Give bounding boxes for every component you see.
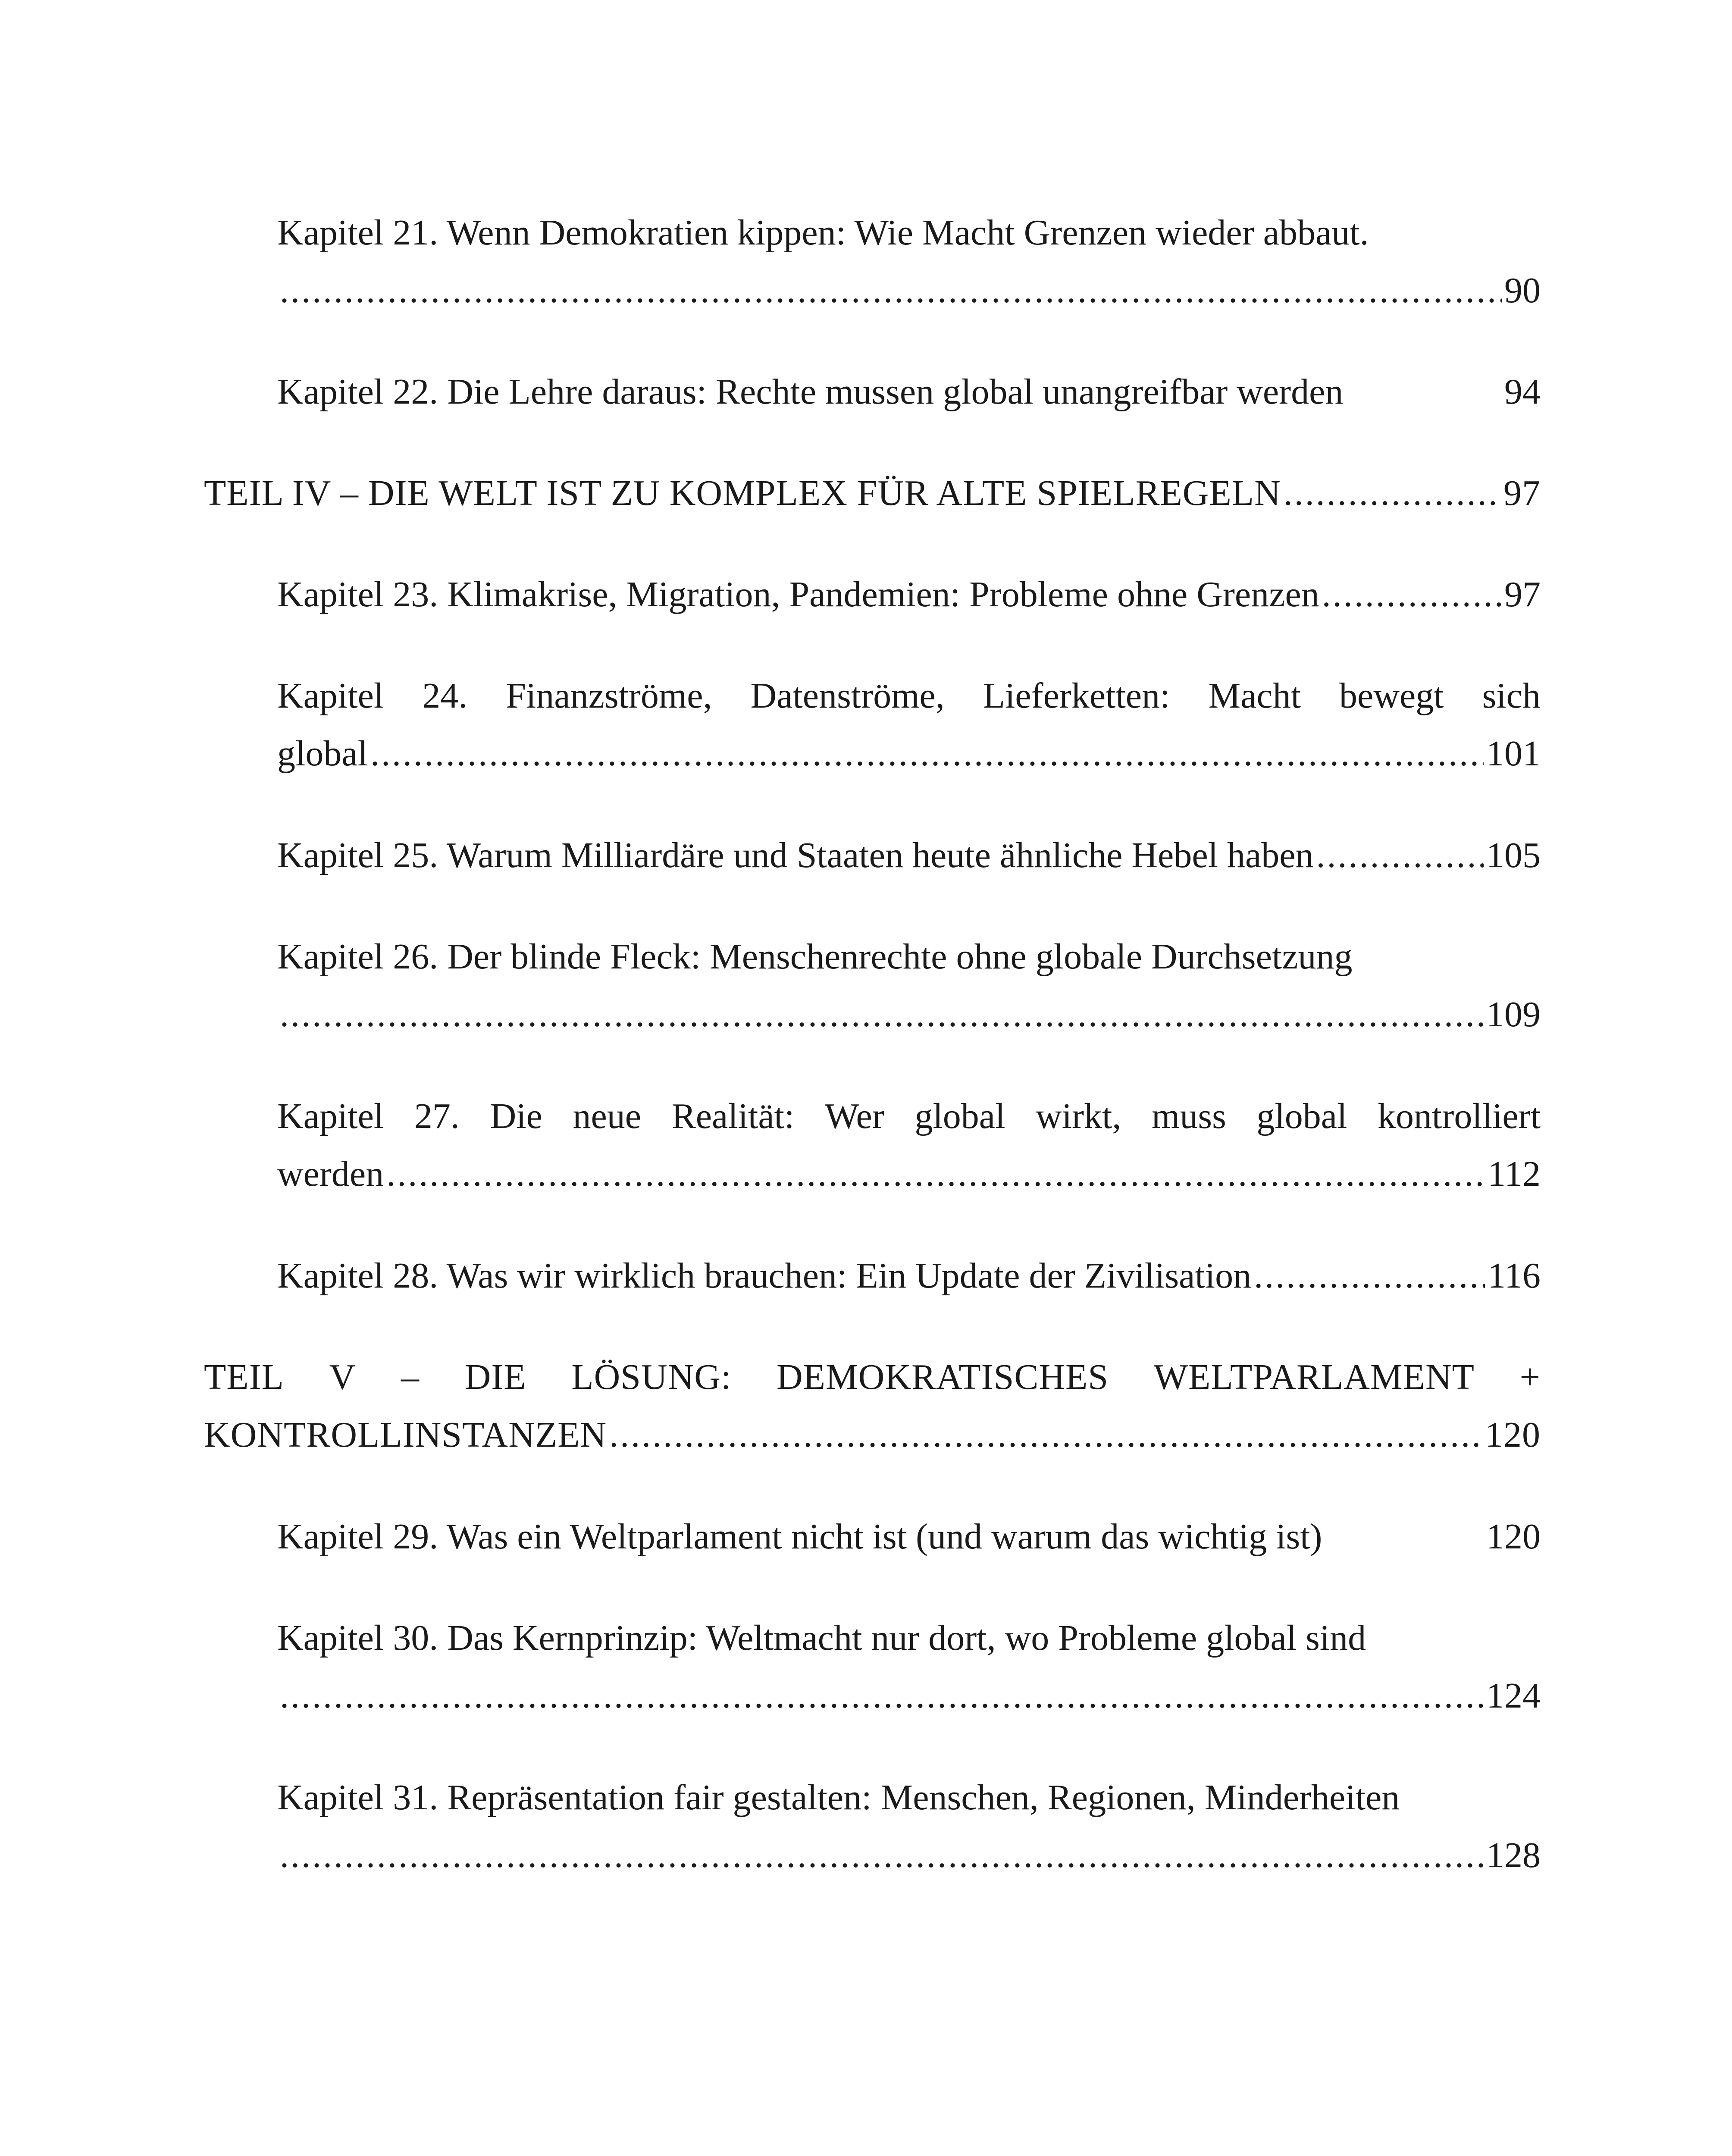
toc-entry-kapitel-29	[277, 1508, 1541, 1566]
dot-leader	[1322, 566, 1502, 624]
toc-entry-page-number: 128	[1486, 1835, 1541, 1875]
toc-word: Kapitel	[277, 676, 384, 716]
toc-word: –	[401, 1357, 420, 1397]
toc-entry-title-continued: global	[277, 733, 368, 774]
toc-entry-title-line	[277, 667, 1541, 725]
toc-entry-leader-line	[277, 986, 1541, 1044]
dot-leader	[280, 986, 1484, 1044]
toc-entry-teil-iv	[204, 464, 1541, 522]
toc-entry-line	[204, 464, 1541, 522]
toc-word: WELTPARLAMENT	[1153, 1357, 1475, 1397]
toc-word: sich	[1482, 676, 1541, 716]
toc-entry-title-continued: werden	[277, 1154, 384, 1194]
toc-word: wirkt,	[1036, 1096, 1121, 1136]
toc-entry-title-line	[277, 928, 1541, 986]
dot-leader	[1284, 464, 1501, 522]
toc-word: bewegt	[1339, 676, 1444, 716]
dot-leader	[370, 725, 1484, 783]
toc-entry-kapitel-26	[277, 928, 1541, 1044]
toc-part-title-continued: KONTROLLINSTANZEN	[204, 1415, 607, 1455]
toc-entry-page-number: 94	[1504, 372, 1541, 412]
toc-word: DIE	[464, 1357, 526, 1397]
toc-entry-kapitel-27	[277, 1087, 1541, 1203]
toc-entry-kapitel-30	[277, 1609, 1541, 1725]
toc-entry-title: Kapitel 23. Klimakrise, Migration, Pandemien: Probleme ohne Grenzen	[277, 574, 1319, 614]
toc-entry-page-number: 109	[1486, 994, 1541, 1034]
toc-entry-title-line	[277, 204, 1541, 262]
toc-entry-leader-line	[277, 262, 1541, 320]
dot-leader	[1254, 1247, 1485, 1305]
toc-word: global	[915, 1096, 1005, 1136]
dot-leader	[1316, 827, 1484, 884]
toc-word: Datenströme,	[750, 676, 945, 716]
toc-entry-kapitel-22	[277, 363, 1541, 421]
toc-entry-title: Kapitel 21. Wenn Demokratien kippen: Wie Macht Grenzen wieder abbaut.	[277, 213, 1369, 253]
toc-entry-kapitel-24	[277, 667, 1541, 783]
toc-entry-page-number: 101	[1486, 733, 1541, 774]
toc-entry-leader-line	[277, 1145, 1541, 1203]
toc-entry-title-line	[277, 1769, 1541, 1827]
toc-word: Lieferketten:	[983, 676, 1170, 716]
toc-entry-title-line	[277, 1609, 1541, 1667]
toc-entry-page-number: 124	[1486, 1676, 1541, 1716]
toc-entry-title: Kapitel 30. Das Kernprinzip: Weltmacht nur dort, wo Probleme global sind	[277, 1618, 1366, 1658]
toc-word: 24.	[422, 676, 468, 716]
toc-part-title: TEIL IV – DIE WELT IST ZU KOMPLEX FÜR ALTE SPIELREGELN	[204, 473, 1281, 513]
toc-entry-line	[277, 1508, 1541, 1566]
toc-word: 27.	[414, 1096, 460, 1136]
toc-entry-line	[277, 363, 1541, 421]
toc-entry-line	[277, 1247, 1541, 1305]
toc-entry-page-number: 105	[1486, 835, 1541, 875]
toc-entry-title: Kapitel 31. Repräsentation fair gestalten: Menschen, Regionen, Minderheiten	[277, 1777, 1400, 1818]
toc-entry-title: Kapitel 26. Der blinde Fleck: Menschenrechte ohne globale Durchsetzung	[277, 937, 1353, 977]
toc-word: global	[1256, 1096, 1347, 1136]
dot-leader	[386, 1145, 1485, 1203]
toc-word: Realität:	[671, 1096, 795, 1136]
toc-entry-line	[277, 566, 1541, 624]
toc-word: Macht	[1208, 676, 1301, 716]
toc-word: muss	[1152, 1096, 1226, 1136]
toc-entry-page-number: 97	[1504, 574, 1541, 614]
toc-entry-leader-line	[277, 725, 1541, 783]
toc-entry-page-number: 116	[1488, 1256, 1541, 1296]
toc-word: +	[1519, 1357, 1541, 1397]
toc-word: neue	[573, 1096, 642, 1136]
toc-entry-title: Kapitel 28. Was wir wirklich brauchen: Ein Update der Zivilisation	[277, 1256, 1252, 1296]
toc-entry-kapitel-31	[277, 1769, 1541, 1884]
toc-entry-kapitel-23	[277, 566, 1541, 624]
toc-entry-line	[277, 827, 1541, 884]
toc-word: LÖSUNG:	[571, 1357, 732, 1397]
toc-entry-title-line	[204, 1348, 1541, 1406]
toc-entry-kapitel-25	[277, 827, 1541, 884]
toc-word: kontrolliert	[1378, 1096, 1541, 1136]
dot-leader	[280, 1827, 1484, 1884]
dot-leader	[609, 1406, 1482, 1464]
toc-entry-page-number: 97	[1503, 473, 1541, 513]
toc-entry-kapitel-28	[277, 1247, 1541, 1305]
toc-entry-page-number: 112	[1488, 1154, 1541, 1194]
toc-entry-kapitel-21	[277, 204, 1541, 320]
toc-entry-leader-line	[277, 1827, 1541, 1884]
toc-word: DEMOKRATISCHES	[776, 1357, 1109, 1397]
toc-entry-title: Kapitel 29. Was ein Weltparlament nicht ist (und warum das wichtig ist)	[277, 1517, 1322, 1557]
toc-word: V	[329, 1357, 356, 1397]
toc-word: Wer	[824, 1096, 884, 1136]
toc-entry-title: Kapitel 22. Die Lehre daraus: Rechte mussen global unangreifbar werden	[277, 372, 1344, 412]
toc-word: TEIL	[204, 1357, 284, 1397]
toc-entry-leader-line	[277, 1667, 1541, 1725]
toc-word: Finanzströme,	[506, 676, 712, 716]
toc-entry-leader-line	[204, 1406, 1541, 1464]
toc-word: Die	[490, 1096, 542, 1136]
dot-leader	[280, 262, 1502, 320]
dot-leader	[280, 1667, 1484, 1725]
toc-entry-page-number: 90	[1504, 270, 1541, 310]
toc-entry-teil-v	[204, 1348, 1541, 1464]
toc-entry-page-number: 120	[1485, 1415, 1541, 1455]
toc-entry-title-line	[277, 1087, 1541, 1145]
toc-word: Kapitel	[277, 1096, 384, 1136]
toc-entry-page-number: 120	[1486, 1517, 1541, 1557]
toc-entry-title: Kapitel 25. Warum Milliardäre und Staaten heute ähnliche Hebel haben	[277, 835, 1314, 875]
